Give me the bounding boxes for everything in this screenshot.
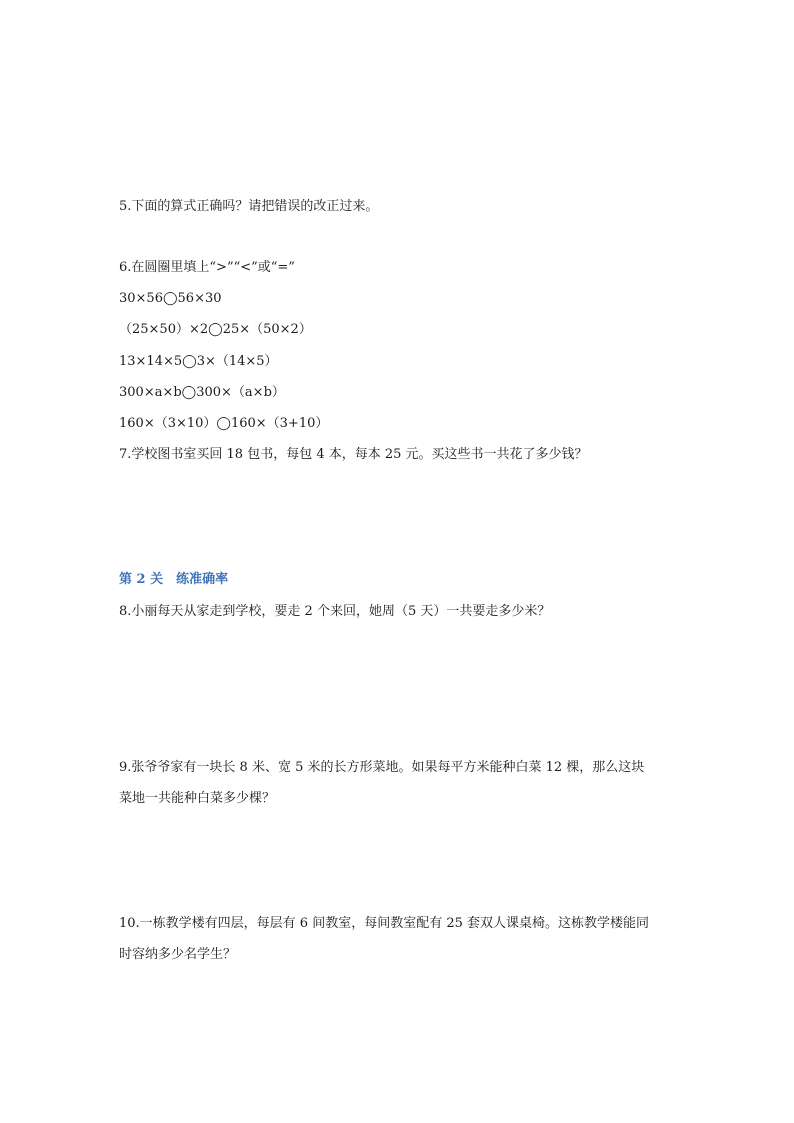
- question-7: 7.学校图书室买回 18 包书，每包 4 本，每本 25 元。买这些书一共花了多少钱？: [119, 447, 588, 462]
- question-9-line-2: 菜地一共能种白菜多少棵？: [119, 791, 276, 806]
- q6-item-4: 300×a×b◯300×（a×b）: [119, 385, 285, 400]
- question-8: 8.小丽每天从家走到学校，要走 2 个来回，她周（5 天）一共要走多少米？: [119, 604, 551, 619]
- question-10-line-2: 时容纳多少名学生？: [119, 947, 237, 962]
- question-10-line-1: 10.一栋教学楼有四层，每层有 6 间教室，每间教室配有 25 套双人课桌椅。这栋教学楼能同: [119, 916, 650, 931]
- question-6: 6.在圆圈里填上“>”“<”或“=”: [119, 260, 295, 275]
- question-9-line-1: 9.张爷爷家有一块长 8 米、宽 5 米的长方形菜地。如果每平方米能种白菜 12 棵，那么这块: [119, 760, 645, 775]
- q6-item-2: （25×50）×2◯25×（50×2）: [119, 322, 312, 337]
- q6-item-1: 30×56◯56×30: [119, 291, 222, 306]
- section-2-title: 第 2 关 练准确率: [119, 572, 229, 587]
- question-5: 5.下面的算式正确吗？请把错误的改正过来。: [119, 199, 379, 214]
- q6-item-3: 13×14×5◯3×（14×5）: [119, 354, 278, 369]
- q6-item-5: 160×（3×10）◯160×（3+10）: [119, 416, 329, 431]
